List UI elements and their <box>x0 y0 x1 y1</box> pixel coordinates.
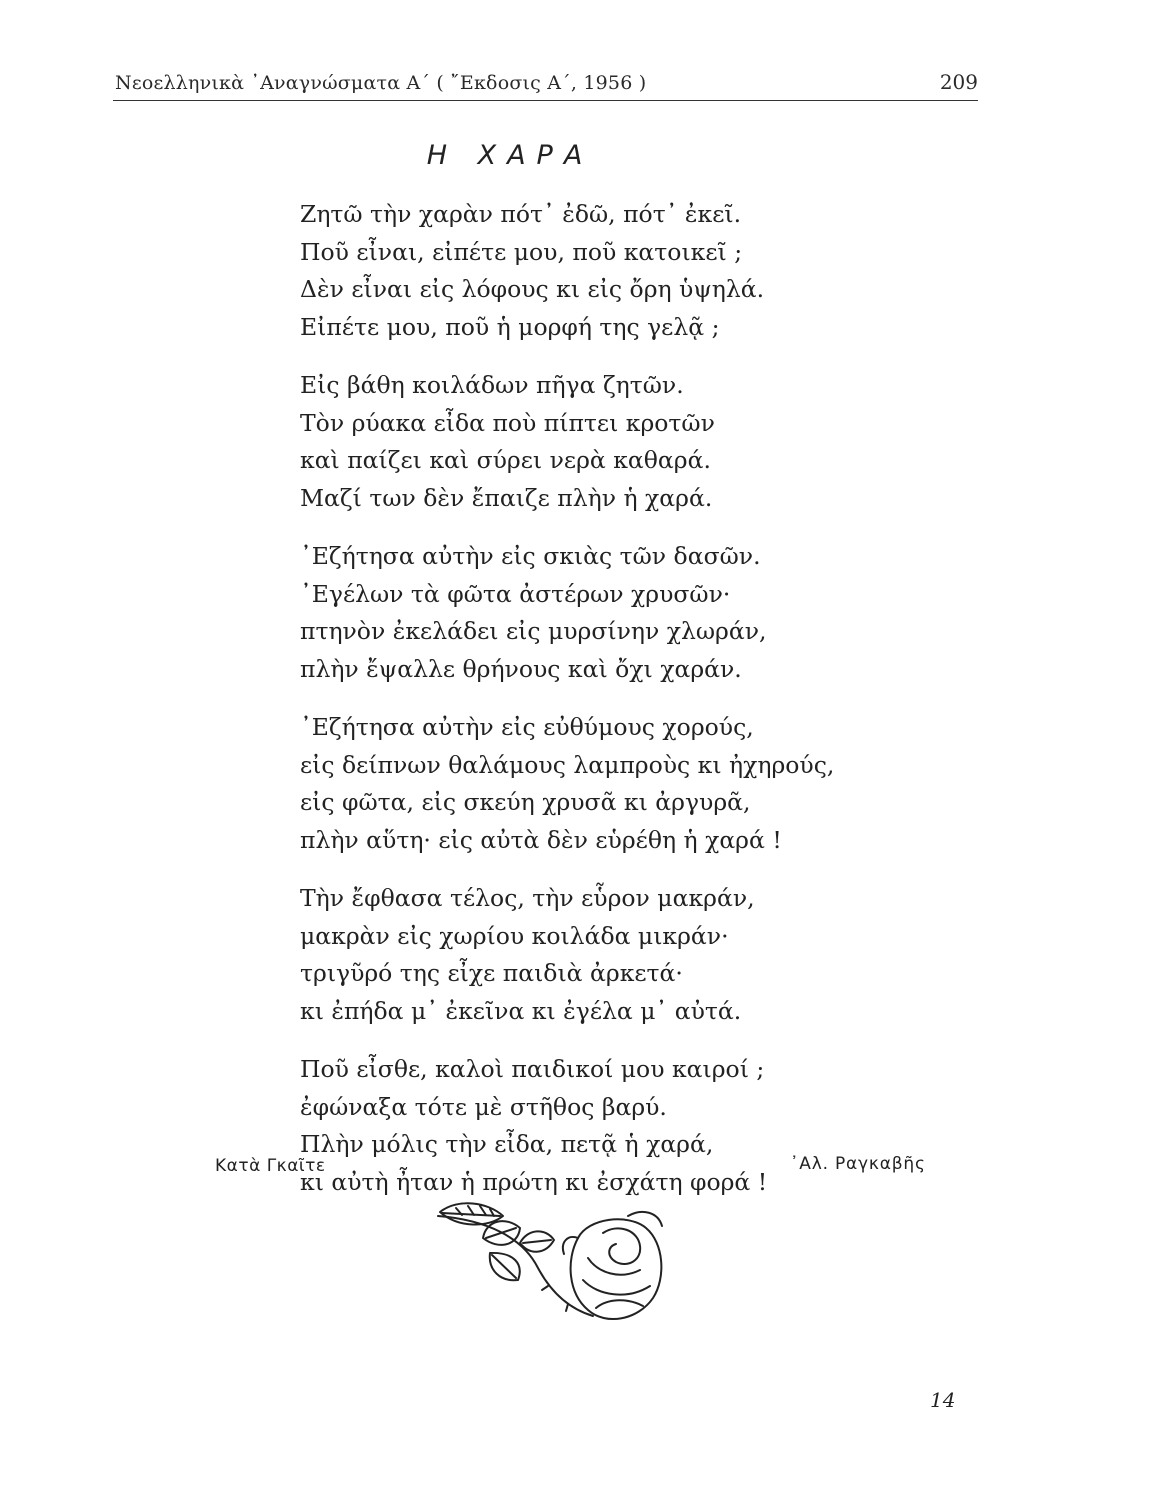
stanza-2 <box>300 367 860 517</box>
rose-ornament-icon <box>428 1198 688 1338</box>
running-title: Νεοελληνικὰ ᾿Αναγνώσματα Α΄ ( ῎Εκδοσις Α΄, 1956 ) <box>115 72 647 94</box>
stanza-1 <box>300 196 860 346</box>
poem-line: Ζητῶ τὴν χαρὰν πότ᾿ ἐδῶ, πότ᾿ ἐκεῖ. <box>300 200 742 228</box>
source-attribution: Κατὰ Γκαῖτε <box>215 1156 326 1176</box>
poem-line: μακρὰν εἰς χωρίου κοιλάδα μικράν· <box>300 921 729 950</box>
poem-line: Πλὴν μόλις τὴν εἶδα, πετᾷ ἡ χαρά, <box>300 1130 714 1158</box>
signature-mark: 14 <box>930 1388 956 1412</box>
poem-line: Δὲν εἶναι εἰς λόφους κι εἰς ὄρη ὑψηλά. <box>300 275 765 303</box>
poem-line: Τὴν ἔφθασα τέλος, τὴν εὗρον μακράν, <box>300 884 755 912</box>
poem-line: ᾿Εγέλων τὰ φῶτα ἀστέρων χρυσῶν· <box>300 579 731 608</box>
poem-line: εἰς δείπνων θαλάμους λαμπροὺς κι ἠχηρούς, <box>300 750 835 779</box>
poem-line: εἰς φῶτα, εἰς σκεύη χρυσᾶ κι ἀργυρᾶ, <box>300 788 751 816</box>
poem-line: ᾿Εζήτησα αὐτὴν εἰς σκιὰς τῶν δασῶν. <box>300 542 761 570</box>
poem-line: Εἰπέτε μου, ποῦ ἡ μορφή της γελᾷ ; <box>300 312 720 341</box>
stanza-4 <box>300 709 860 859</box>
poem-title: Η ΧΑΡΑ <box>426 140 594 171</box>
poem-line: πλὴν ἔψαλλε θρήνους καὶ ὄχι χαράν. <box>300 654 742 683</box>
stanza-5 <box>300 880 860 1030</box>
stanza-6 <box>300 1051 860 1201</box>
header-rule <box>113 100 978 101</box>
poem-line: Ποῦ εἶσθε, καλοὶ παιδικοί μου καιροί ; <box>300 1055 765 1083</box>
poem-line: Εἰς βάθη κοιλάδων πῆγα ζητῶν. <box>300 371 684 399</box>
poem-line: κι αὐτὴ ἦταν ἡ πρώτη κι ἐσχάτη φορά ! <box>300 1167 768 1196</box>
poem-line: Ποῦ εἶναι, εἰπέτε μου, ποῦ κατοικεῖ ; <box>300 237 743 266</box>
stanza-3 <box>300 538 860 688</box>
poem-line: πλὴν αὕτη· εἰς αὐτὰ δὲν εὑρέθη ἡ χαρά ! <box>300 825 782 854</box>
poem-line: Τὸν ρύακα εἶδα ποὺ πίπτει κροτῶν <box>300 408 715 437</box>
poem-line: Μαζί των δὲν ἔπαιζε πλὴν ἡ χαρά. <box>300 483 713 512</box>
poem-line: τριγῦρό της εἶχε παιδιὰ ἀρκετά· <box>300 959 683 987</box>
page-number: 209 <box>939 70 978 94</box>
poem-line: ἐφώναξα τότε μὲ στῆθος βαρύ. <box>300 1092 667 1121</box>
poem-line: ᾿Εζήτησα αὐτὴν εἰς εὐθύμους χορούς, <box>300 713 754 741</box>
poem-line: κι ἐπήδα μ᾿ ἐκεῖνα κι ἐγέλα μ᾿ αὐτά. <box>300 996 742 1025</box>
author-attribution: ᾿Αλ. Ραγκαβῆς <box>790 1154 926 1174</box>
poem-line: πτηνὸν ἐκελάδει εἰς μυρσίνην χλωράν, <box>300 617 767 645</box>
poem-body <box>300 196 860 1222</box>
poem-line: καὶ παίζει καὶ σύρει νερὰ καθαρά. <box>300 446 711 474</box>
